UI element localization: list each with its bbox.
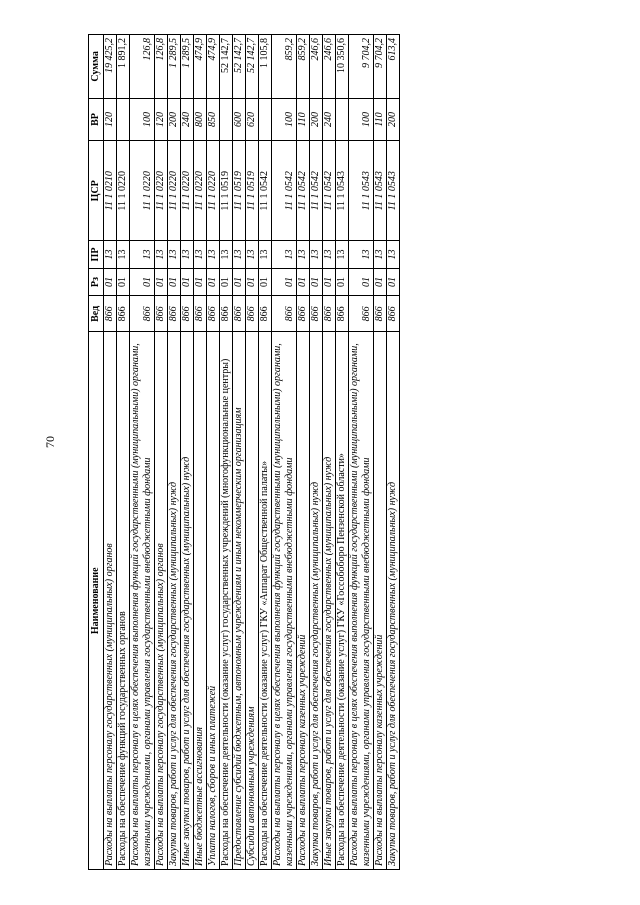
cell-csr: 11 1 0220 — [155, 141, 168, 241]
header-csr: ЦСР — [89, 141, 104, 241]
cell-pr: 13 — [387, 241, 400, 269]
table-row — [130, 35, 155, 870]
cell-ved: 866 — [272, 296, 297, 332]
cell-ved: 866 — [220, 296, 233, 332]
cell-vr: 200 — [387, 98, 400, 141]
cell-sum: 859,2 — [272, 35, 297, 99]
cell-name: Закупка товаров, работ и услуг для обеспечения государственных (муниципальных) нужд — [387, 332, 400, 870]
rotated-page-content — [88, 34, 588, 870]
cell-sum: 1 105,8 — [259, 35, 272, 99]
cell-ved: 866 — [130, 296, 155, 332]
cell-csr: 11 1 0519 — [220, 141, 233, 241]
table-row — [374, 35, 387, 870]
cell-sum: 126,8 — [155, 35, 168, 99]
cell-vr — [336, 98, 349, 141]
cell-vr: 200 — [310, 98, 323, 141]
cell-pr: 13 — [168, 241, 181, 269]
cell-csr: 11 1 0220 — [194, 141, 207, 241]
table-row — [104, 35, 117, 870]
cell-vr: 120 — [104, 98, 117, 141]
cell-pr: 13 — [155, 241, 168, 269]
cell-vr: 240 — [181, 98, 194, 141]
table-row — [155, 35, 168, 870]
cell-vr: 620 — [246, 98, 259, 141]
table-row — [387, 35, 400, 870]
header-rz: Рз — [89, 268, 104, 296]
cell-sum: 19 425,2 — [104, 35, 117, 99]
cell-rz: 01 — [323, 268, 336, 296]
cell-csr: 11 1 0220 — [168, 141, 181, 241]
cell-sum: 1 289,5 — [181, 35, 194, 99]
header-ved: Вед — [89, 296, 104, 332]
cell-csr: 11 1 0220 — [181, 141, 194, 241]
cell-ved: 866 — [233, 296, 246, 332]
cell-csr: 11 1 0220 — [130, 141, 155, 241]
table-body — [104, 35, 400, 870]
header-vr: ВР — [89, 98, 104, 141]
cell-pr: 13 — [117, 241, 130, 269]
cell-vr — [259, 98, 272, 141]
table-row — [117, 35, 130, 870]
cell-csr: 11 1 0542 — [297, 141, 310, 241]
cell-sum: 246,6 — [323, 35, 336, 99]
cell-pr: 13 — [336, 241, 349, 269]
cell-pr: 13 — [207, 241, 220, 269]
cell-pr: 13 — [130, 241, 155, 269]
cell-pr: 13 — [194, 241, 207, 269]
cell-sum: 1 891,2 — [117, 35, 130, 99]
cell-csr: 11 1 0519 — [246, 141, 259, 241]
cell-name: Расходы на выплаты персоналу государственных (муниципальных) органов — [104, 332, 117, 870]
cell-sum: 52 142,7 — [220, 35, 233, 99]
cell-ved: 866 — [310, 296, 323, 332]
table-row — [220, 35, 233, 870]
cell-csr: 11 1 0542 — [259, 141, 272, 241]
cell-csr: 11 1 0210 — [104, 141, 117, 241]
cell-ved: 866 — [104, 296, 117, 332]
cell-vr: 100 — [130, 98, 155, 141]
cell-pr: 13 — [104, 241, 117, 269]
cell-name: Расходы на обеспечение функций государственных органов — [117, 332, 130, 870]
cell-sum: 52 142,7 — [246, 35, 259, 99]
cell-rz: 01 — [246, 268, 259, 296]
cell-name: Предоставление субсидий бюджетным, автономным учреждениям и иным некоммерческим организациям — [233, 332, 246, 870]
cell-sum: 246,6 — [310, 35, 323, 99]
cell-pr: 13 — [259, 241, 272, 269]
cell-ved: 866 — [374, 296, 387, 332]
cell-rz: 01 — [336, 268, 349, 296]
cell-ved: 866 — [181, 296, 194, 332]
table-row — [272, 35, 297, 870]
cell-pr: 13 — [233, 241, 246, 269]
cell-ved: 866 — [349, 296, 374, 332]
table-row — [310, 35, 323, 870]
cell-sum: 859,2 — [297, 35, 310, 99]
cell-name: Субсидии автономным учреждениям — [246, 332, 259, 870]
cell-sum: 613,4 — [387, 35, 400, 99]
table-row — [259, 35, 272, 870]
cell-sum: 9 704,2 — [374, 35, 387, 99]
cell-pr: 13 — [374, 241, 387, 269]
cell-ved: 866 — [387, 296, 400, 332]
cell-sum: 52 142,7 — [233, 35, 246, 99]
table-row — [168, 35, 181, 870]
budget-table — [88, 34, 400, 870]
cell-rz: 01 — [117, 268, 130, 296]
cell-sum: 126,8 — [130, 35, 155, 99]
cell-vr — [117, 98, 130, 141]
cell-csr: 11 1 0543 — [374, 141, 387, 241]
cell-pr: 13 — [246, 241, 259, 269]
cell-ved: 866 — [207, 296, 220, 332]
cell-rz: 01 — [259, 268, 272, 296]
cell-pr: 13 — [349, 241, 374, 269]
cell-csr: 11 1 0543 — [387, 141, 400, 241]
table-row — [323, 35, 336, 870]
cell-ved: 866 — [259, 296, 272, 332]
cell-ved: 866 — [297, 296, 310, 332]
cell-rz: 01 — [207, 268, 220, 296]
cell-vr: 100 — [272, 98, 297, 141]
cell-vr: 100 — [349, 98, 374, 141]
cell-rz: 01 — [387, 268, 400, 296]
cell-vr: 110 — [374, 98, 387, 141]
cell-csr: 11 1 0542 — [272, 141, 297, 241]
cell-sum: 1 289,5 — [168, 35, 181, 99]
cell-ved: 866 — [155, 296, 168, 332]
cell-name: Расходы на выплаты персоналу казенных учреждений — [374, 332, 387, 870]
cell-name: Расходы на обеспечение деятельности (оказание услуг) ГКУ «Госсобоборо Пензенской области» — [336, 332, 349, 870]
cell-rz: 01 — [272, 268, 297, 296]
cell-rz: 01 — [297, 268, 310, 296]
cell-ved: 866 — [168, 296, 181, 332]
cell-pr: 13 — [310, 241, 323, 269]
table-row — [207, 35, 220, 870]
cell-name: Расходы на обеспечение деятельности (оказание услуг) государственных учреждений (многофункциональные центры) — [220, 332, 233, 870]
cell-rz: 01 — [349, 268, 374, 296]
cell-rz: 01 — [220, 268, 233, 296]
cell-csr: 11 1 0220 — [117, 141, 130, 241]
table-row — [246, 35, 259, 870]
table-row — [233, 35, 246, 870]
page-number: 70 — [43, 436, 57, 448]
header-sum: Сумма — [89, 35, 104, 99]
cell-rz: 01 — [181, 268, 194, 296]
cell-pr: 13 — [297, 241, 310, 269]
cell-name: Расходы на выплаты персоналу государственных (муниципальных) органов — [155, 332, 168, 870]
cell-vr: 200 — [168, 98, 181, 141]
cell-csr: 11 1 0542 — [310, 141, 323, 241]
cell-pr: 13 — [323, 241, 336, 269]
cell-rz: 01 — [130, 268, 155, 296]
cell-name: Расходы на обеспечение деятельности (оказание услуг) ГКУ «Аппарат Общественной палаты» — [259, 332, 272, 870]
table-row — [349, 35, 374, 870]
cell-rz: 01 — [194, 268, 207, 296]
cell-name: Закупка товаров, работ и услуг для обеспечения государственных (муниципальных) нужд — [168, 332, 181, 870]
table-row — [336, 35, 349, 870]
cell-csr: 11 1 0220 — [207, 141, 220, 241]
cell-csr: 11 1 0519 — [233, 141, 246, 241]
cell-ved: 866 — [336, 296, 349, 332]
header-name: Наименование — [89, 332, 104, 870]
cell-name: Иные бюджетные ассигнования — [194, 332, 207, 870]
cell-sum: 474,9 — [207, 35, 220, 99]
table-header — [89, 35, 104, 870]
table-row — [181, 35, 194, 870]
cell-vr: 120 — [155, 98, 168, 141]
cell-rz: 01 — [155, 268, 168, 296]
cell-vr: 800 — [194, 98, 207, 141]
cell-name: Уплата налогов, сборов и иных платежей — [207, 332, 220, 870]
cell-rz: 01 — [104, 268, 117, 296]
cell-rz: 01 — [233, 268, 246, 296]
cell-vr — [220, 98, 233, 141]
cell-name: Закупка товаров, работ и услуг для обеспечения государственных (муниципальных) нужд — [310, 332, 323, 870]
cell-vr: 850 — [207, 98, 220, 141]
cell-vr: 110 — [297, 98, 310, 141]
cell-sum: 9 704,2 — [349, 35, 374, 99]
cell-rz: 01 — [374, 268, 387, 296]
cell-csr: 11 1 0543 — [349, 141, 374, 241]
table-row — [194, 35, 207, 870]
cell-csr: 11 1 0542 — [323, 141, 336, 241]
cell-sum: 474,9 — [194, 35, 207, 99]
cell-name: Иные закупки товаров, работ и услуг для обеспечения государственных (муниципальных) нужд — [181, 332, 194, 870]
cell-sum: 10 350,6 — [336, 35, 349, 99]
cell-name: Иные закупки товаров, работ и услуг для обеспечения государственных (муниципальных) нужд — [323, 332, 336, 870]
cell-rz: 01 — [310, 268, 323, 296]
cell-csr: 11 1 0543 — [336, 141, 349, 241]
cell-vr: 600 — [233, 98, 246, 141]
cell-pr: 13 — [272, 241, 297, 269]
cell-vr: 240 — [323, 98, 336, 141]
cell-ved: 866 — [246, 296, 259, 332]
cell-pr: 13 — [181, 241, 194, 269]
cell-ved: 866 — [194, 296, 207, 332]
cell-ved: 866 — [323, 296, 336, 332]
cell-rz: 01 — [168, 268, 181, 296]
cell-name: Расходы на выплаты персоналу в целях обеспечения выполнения функций государственными (муниципальными) органами, казенными учреждениями, органами управления государственными внебюджетными фондами — [130, 332, 155, 870]
cell-ved: 866 — [117, 296, 130, 332]
cell-name: Расходы на выплаты персоналу казенных учреждений — [297, 332, 310, 870]
table-row — [297, 35, 310, 870]
header-pr: ПР — [89, 241, 104, 269]
cell-pr: 13 — [220, 241, 233, 269]
cell-name: Расходы на выплаты персоналу в целях обеспечения выполнения функций государственными (муниципальными) органами, казенными учреждениями, органами управления государственными внебюджетными фондами — [349, 332, 374, 870]
cell-name: Расходы на выплаты персоналу в целях обеспечения выполнения функций государственными (муниципальными) органами, казенными учреждениями, органами управления государственными внебюджетными фондами — [272, 332, 297, 870]
